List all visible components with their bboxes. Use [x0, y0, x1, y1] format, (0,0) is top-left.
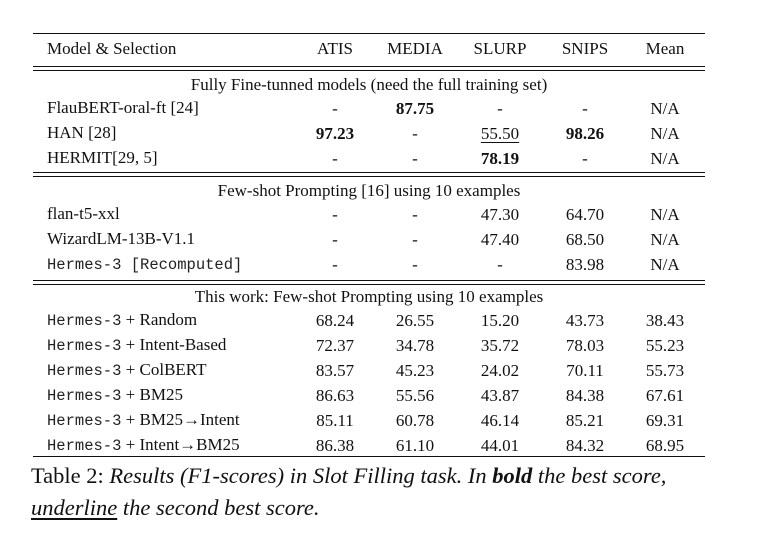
score-value: N/A — [650, 124, 680, 143]
model-name-cell — [33, 308, 295, 333]
score-value: 61.10 — [395, 436, 435, 455]
caption-bold-word: bold — [492, 463, 533, 488]
score-cell — [455, 202, 545, 227]
score-cell — [455, 408, 545, 433]
score-value: 68.50 — [565, 230, 605, 249]
score-value: - — [332, 205, 338, 224]
model-name-cell — [33, 252, 295, 277]
score-cell — [625, 146, 705, 171]
score-value: 64.70 — [565, 205, 605, 224]
score-cell — [375, 433, 455, 458]
model-name-mono: Hermes-3 — [47, 337, 122, 355]
score-cell — [545, 358, 625, 383]
score-value: 84.32 — [565, 436, 605, 455]
column-header: Mean — [645, 39, 685, 58]
score-cell — [545, 96, 625, 121]
model-name: flan-t5-xxl — [47, 204, 120, 223]
score-cell — [375, 408, 455, 433]
score-cell — [625, 308, 705, 333]
score-value: 24.02 — [480, 361, 520, 380]
score-cell — [455, 383, 545, 408]
score-value: 15.20 — [480, 311, 520, 330]
model-name-cell — [33, 333, 295, 358]
score-cell — [295, 252, 375, 277]
score-value: - — [582, 99, 588, 118]
model-name-cell — [33, 383, 295, 408]
score-cell — [375, 252, 455, 277]
table-row — [33, 227, 705, 252]
score-value: - — [332, 99, 338, 118]
score-value: - — [497, 99, 503, 118]
table-row — [33, 146, 705, 171]
score-cell — [295, 383, 375, 408]
table-row — [33, 121, 705, 146]
table-row — [33, 383, 705, 408]
score-cell — [375, 358, 455, 383]
score-value: 78.03 — [565, 336, 605, 355]
caption-underline-word: underline — [31, 495, 118, 520]
score-cell — [295, 333, 375, 358]
score-value: 97.23 — [315, 124, 355, 143]
model-name: + Intent-Based — [121, 335, 227, 354]
score-cell — [375, 96, 455, 121]
caption-label: Table 2: — [31, 463, 110, 488]
score-value: N/A — [650, 255, 680, 274]
model-name-mono: Hermes-3 — [47, 387, 122, 405]
table-row — [33, 202, 705, 227]
column-header: Model & Selection — [47, 39, 177, 58]
score-cell — [545, 121, 625, 146]
column-header: MEDIA — [387, 39, 443, 58]
score-value: - — [412, 149, 418, 168]
score-cell — [625, 96, 705, 121]
score-cell — [625, 333, 705, 358]
score-value: - — [582, 149, 588, 168]
model-name-mono: Hermes-3 — [47, 362, 122, 380]
score-cell — [625, 202, 705, 227]
score-cell — [455, 146, 545, 171]
score-value: 43.73 — [565, 311, 605, 330]
score-cell — [375, 308, 455, 333]
score-cell — [295, 358, 375, 383]
score-value: 68.95 — [645, 436, 685, 455]
score-value: - — [412, 124, 418, 143]
score-cell — [375, 333, 455, 358]
score-value: - — [332, 149, 338, 168]
score-cell — [625, 227, 705, 252]
model-name-cell — [33, 146, 295, 171]
model-name-cell — [33, 202, 295, 227]
score-cell — [375, 121, 455, 146]
score-value: 84.38 — [565, 386, 605, 405]
score-cell — [375, 383, 455, 408]
header-row — [33, 31, 705, 67]
score-value: 85.21 — [565, 411, 605, 430]
table-row — [33, 333, 705, 358]
score-value: 98.26 — [565, 124, 605, 143]
table-row — [33, 96, 705, 121]
score-value: N/A — [650, 149, 680, 168]
score-value: 55.23 — [645, 336, 685, 355]
score-cell — [295, 96, 375, 121]
score-value: 83.98 — [565, 255, 605, 274]
score-cell — [545, 308, 625, 333]
score-value: 26.55 — [395, 311, 435, 330]
score-cell — [455, 308, 545, 333]
model-name-mono: Hermes-3 — [47, 312, 122, 330]
section-title-row — [33, 67, 705, 96]
score-value: N/A — [650, 99, 680, 118]
column-header: ATIS — [317, 39, 353, 58]
score-cell — [455, 433, 545, 458]
section-title: Fully Fine-tunned models (need the full training set) — [190, 75, 548, 94]
score-cell — [545, 333, 625, 358]
model-name-mono: Hermes-3 [Recomputed] — [47, 256, 243, 274]
model-name-cell — [33, 358, 295, 383]
score-value: 67.61 — [645, 386, 685, 405]
score-cell — [545, 433, 625, 458]
table-caption — [31, 460, 731, 524]
score-value: 87.75 — [395, 99, 435, 118]
score-value: 86.63 — [315, 386, 355, 405]
score-value: 34.78 — [395, 336, 435, 355]
score-value: 55.56 — [395, 386, 435, 405]
score-cell — [545, 408, 625, 433]
score-cell — [455, 227, 545, 252]
score-value: 55.73 — [645, 361, 685, 380]
score-cell — [295, 433, 375, 458]
score-cell — [545, 252, 625, 277]
score-value: 83.57 — [315, 361, 355, 380]
score-value: N/A — [650, 205, 680, 224]
section-title-row — [33, 277, 705, 308]
score-cell — [625, 408, 705, 433]
table-row — [33, 408, 705, 433]
score-cell — [295, 202, 375, 227]
caption-text-1: Results (F1-scores) in Slot Filling task. In — [109, 463, 493, 488]
score-value: N/A — [650, 230, 680, 249]
model-name-mono: Hermes-3 — [47, 412, 122, 430]
section-title: Few-shot Prompting [16] using 10 examples — [217, 181, 521, 200]
score-value: 38.43 — [645, 311, 685, 330]
score-value: - — [332, 255, 338, 274]
score-value: 86.38 — [315, 436, 355, 455]
score-cell — [295, 308, 375, 333]
score-value: - — [497, 255, 503, 274]
section-title: This work: Few-shot Prompting using 10 examples — [194, 287, 544, 306]
model-name: + BM25 — [121, 385, 183, 404]
caption-text-2: the best score, — [532, 463, 667, 488]
model-name: FlauBERT-oral-ft [24] — [47, 98, 199, 117]
model-name: HAN [28] — [47, 123, 117, 142]
score-cell — [455, 121, 545, 146]
score-cell — [625, 121, 705, 146]
score-cell — [545, 227, 625, 252]
score-cell — [625, 358, 705, 383]
score-cell — [375, 146, 455, 171]
score-cell — [545, 383, 625, 408]
table-row — [33, 358, 705, 383]
score-value: 69.31 — [645, 411, 685, 430]
score-cell — [375, 227, 455, 252]
table-row — [33, 252, 705, 277]
score-cell — [455, 96, 545, 121]
column-header: SLURP — [473, 39, 527, 58]
score-value: - — [412, 230, 418, 249]
score-cell — [295, 227, 375, 252]
score-value: 43.87 — [480, 386, 520, 405]
score-value: 72.37 — [315, 336, 355, 355]
score-cell — [625, 383, 705, 408]
score-value: 60.78 — [395, 411, 435, 430]
model-name: + BM25→Intent — [121, 410, 240, 429]
model-name-cell — [33, 227, 295, 252]
score-value: 70.11 — [566, 361, 604, 380]
score-value: 68.24 — [315, 311, 355, 330]
score-cell — [625, 433, 705, 458]
score-value: 47.30 — [480, 205, 520, 224]
score-value: 47.40 — [480, 230, 520, 249]
score-value: 46.14 — [480, 411, 520, 430]
model-name: + ColBERT — [121, 360, 207, 379]
score-value: 44.01 — [480, 436, 520, 455]
score-value: 35.72 — [480, 336, 520, 355]
model-name-cell — [33, 121, 295, 146]
score-cell — [295, 121, 375, 146]
score-cell — [295, 408, 375, 433]
score-cell — [625, 252, 705, 277]
table-row — [33, 433, 705, 458]
model-name: WizardLM-13B-V1.1 — [47, 229, 196, 248]
column-header: SNIPS — [561, 39, 609, 58]
caption-text-3: the second best score. — [117, 495, 320, 520]
slot-filling-table — [33, 31, 705, 458]
table-row — [33, 308, 705, 333]
model-name: + Intent→BM25 — [121, 435, 240, 454]
score-value: 85.11 — [316, 411, 354, 430]
score-cell — [545, 146, 625, 171]
score-cell — [375, 202, 455, 227]
score-value: 78.19 — [480, 149, 520, 168]
score-cell — [455, 333, 545, 358]
model-name-mono: Hermes-3 — [47, 437, 122, 455]
score-cell — [455, 358, 545, 383]
results-table — [33, 31, 705, 458]
score-value: - — [332, 230, 338, 249]
score-value: 55.50 — [480, 124, 520, 143]
score-cell — [455, 252, 545, 277]
section-title-row — [33, 171, 705, 202]
model-name-cell — [33, 433, 295, 458]
score-value: - — [412, 255, 418, 274]
model-name: HERMIT[29, 5] — [47, 148, 158, 167]
score-value: 45.23 — [395, 361, 435, 380]
score-cell — [545, 202, 625, 227]
score-cell — [295, 146, 375, 171]
score-value: - — [412, 205, 418, 224]
model-name: + Random — [121, 310, 198, 329]
model-name-cell — [33, 408, 295, 433]
model-name-cell — [33, 96, 295, 121]
